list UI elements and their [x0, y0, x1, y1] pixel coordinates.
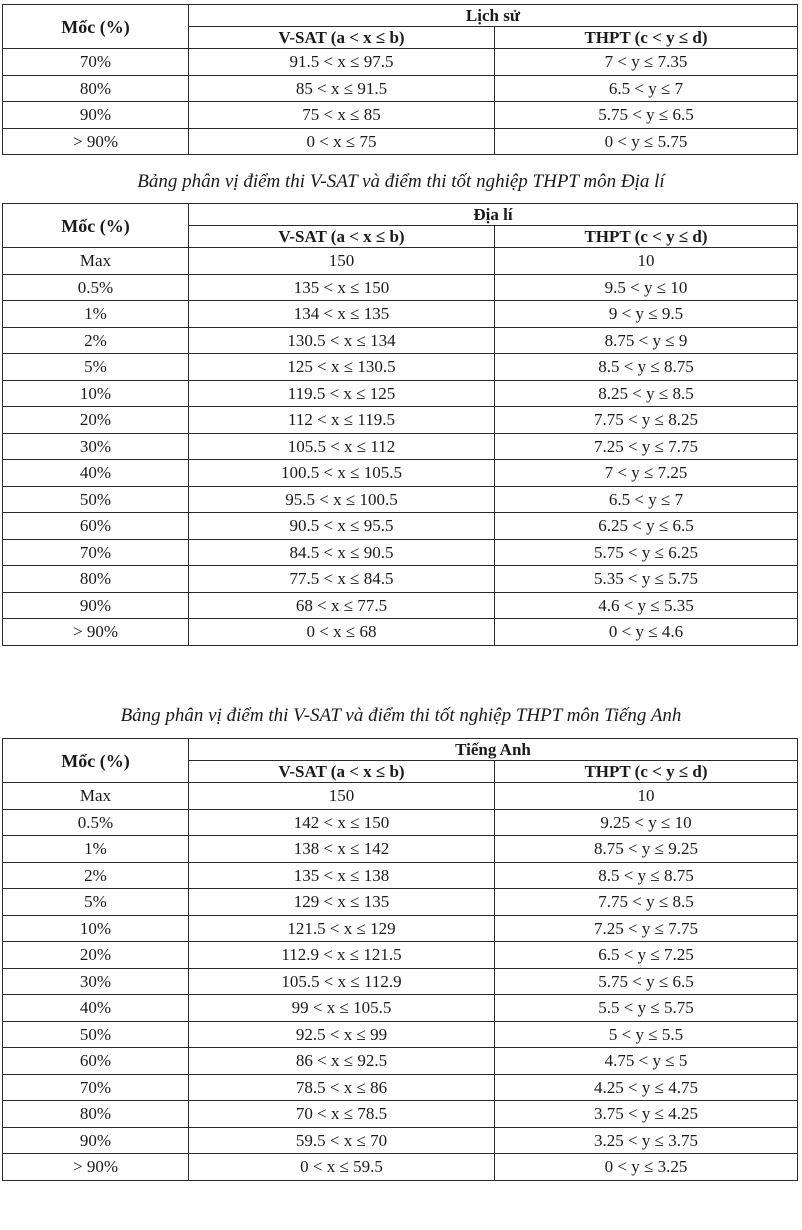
cell-moc: 40% — [3, 460, 189, 487]
cell-thpt: 7.75 < y ≤ 8.5 — [495, 889, 798, 916]
table-row — [3, 49, 798, 76]
cell-moc: 1% — [3, 301, 189, 328]
cell-moc: 30% — [3, 433, 189, 460]
cell-vsat: 134 < x ≤ 135 — [189, 301, 495, 328]
table-row — [3, 327, 798, 354]
cell-moc: 10% — [3, 915, 189, 942]
table-row — [3, 1154, 798, 1181]
cell-thpt: 7.25 < y ≤ 7.75 — [495, 915, 798, 942]
cell-vsat: 0 < x ≤ 59.5 — [189, 1154, 495, 1181]
cell-moc: 70% — [3, 1074, 189, 1101]
cell-vsat: 85 < x ≤ 91.5 — [189, 75, 495, 102]
table-row — [3, 566, 798, 593]
cell-vsat: 135 < x ≤ 150 — [189, 274, 495, 301]
table-row — [3, 619, 798, 646]
cell-vsat: 91.5 < x ≤ 97.5 — [189, 49, 495, 76]
cell-thpt: 5.75 < y ≤ 6.5 — [495, 102, 798, 129]
cell-moc: 70% — [3, 49, 189, 76]
cell-moc: 10% — [3, 380, 189, 407]
table-row — [3, 968, 798, 995]
cell-vsat: 105.5 < x ≤ 112 — [189, 433, 495, 460]
cell-thpt: 7 < y ≤ 7.35 — [495, 49, 798, 76]
table-row — [3, 433, 798, 460]
col-header-thpt: THPT (c < y ≤ d) — [495, 27, 798, 49]
cell-moc: 2% — [3, 862, 189, 889]
cell-thpt: 7 < y ≤ 7.25 — [495, 460, 798, 487]
table-row — [3, 889, 798, 916]
table-body — [3, 204, 798, 646]
cell-moc: Max — [3, 783, 189, 810]
table-row — [3, 1127, 798, 1154]
cell-thpt: 5.35 < y ≤ 5.75 — [495, 566, 798, 593]
col-header-moc: Mốc (%) — [3, 5, 189, 49]
cell-thpt: 4.75 < y ≤ 5 — [495, 1048, 798, 1075]
cell-moc: 40% — [3, 995, 189, 1022]
cell-vsat: 142 < x ≤ 150 — [189, 809, 495, 836]
cell-moc: 80% — [3, 75, 189, 102]
table-row — [3, 75, 798, 102]
cell-vsat: 95.5 < x ≤ 100.5 — [189, 486, 495, 513]
cell-moc: 5% — [3, 889, 189, 916]
col-header-subject: Địa lí — [189, 204, 798, 226]
col-header-vsat: V-SAT (a < x ≤ b) — [189, 761, 495, 783]
table-row — [3, 407, 798, 434]
table-caption-tieng-anh: Bảng phân vị điểm thi V-SAT và điểm thi tốt nghiệp THPT môn Tiếng Anh — [120, 705, 682, 726]
table-row — [3, 942, 798, 969]
cell-vsat: 99 < x ≤ 105.5 — [189, 995, 495, 1022]
cell-vsat: 70 < x ≤ 78.5 — [189, 1101, 495, 1128]
cell-vsat: 100.5 < x ≤ 105.5 — [189, 460, 495, 487]
col-header-subject: Tiếng Anh — [189, 739, 798, 761]
col-header-thpt: THPT (c < y ≤ d) — [495, 761, 798, 783]
cell-vsat: 0 < x ≤ 68 — [189, 619, 495, 646]
table-row — [3, 995, 798, 1022]
cell-vsat: 125 < x ≤ 130.5 — [189, 354, 495, 381]
cell-vsat: 68 < x ≤ 77.5 — [189, 592, 495, 619]
cell-vsat: 119.5 < x ≤ 125 — [189, 380, 495, 407]
cell-thpt: 6.5 < y ≤ 7.25 — [495, 942, 798, 969]
cell-thpt: 0 < y ≤ 4.6 — [495, 619, 798, 646]
cell-vsat: 135 < x ≤ 138 — [189, 862, 495, 889]
cell-thpt: 3.25 < y ≤ 3.75 — [495, 1127, 798, 1154]
cell-vsat: 112 < x ≤ 119.5 — [189, 407, 495, 434]
cell-thpt: 7.25 < y ≤ 7.75 — [495, 433, 798, 460]
table-row — [3, 380, 798, 407]
table-row — [3, 460, 798, 487]
cell-vsat: 112.9 < x ≤ 121.5 — [189, 942, 495, 969]
cell-moc: 20% — [3, 407, 189, 434]
table-body — [3, 739, 798, 1181]
table-header-row — [3, 5, 798, 27]
table-row — [3, 248, 798, 275]
cell-thpt: 4.25 < y ≤ 4.75 — [495, 1074, 798, 1101]
cell-moc: 90% — [3, 1127, 189, 1154]
cell-moc: 30% — [3, 968, 189, 995]
cell-thpt: 5 < y ≤ 5.5 — [495, 1021, 798, 1048]
cell-thpt: 0 < y ≤ 5.75 — [495, 128, 798, 155]
table-row — [3, 1101, 798, 1128]
cell-thpt: 6.5 < y ≤ 7 — [495, 486, 798, 513]
cell-moc: 2% — [3, 327, 189, 354]
table-dia-li-container — [2, 203, 798, 646]
cell-thpt: 8.25 < y ≤ 8.5 — [495, 380, 798, 407]
table-lich-su-container — [2, 4, 798, 155]
table-row — [3, 862, 798, 889]
table-body — [3, 5, 798, 155]
cell-moc: > 90% — [3, 128, 189, 155]
table-row — [3, 809, 798, 836]
table-caption-dia-li: Bảng phân vị điểm thi V-SAT và điểm thi tốt nghiệp THPT môn Địa lí — [137, 171, 665, 192]
table-row — [3, 539, 798, 566]
cell-thpt: 6.25 < y ≤ 6.5 — [495, 513, 798, 540]
cell-moc: 1% — [3, 836, 189, 863]
cell-thpt: 6.5 < y ≤ 7 — [495, 75, 798, 102]
cell-thpt: 5.5 < y ≤ 5.75 — [495, 995, 798, 1022]
cell-thpt: 0 < y ≤ 3.25 — [495, 1154, 798, 1181]
table-row — [3, 102, 798, 129]
cell-moc: 5% — [3, 354, 189, 381]
cell-thpt: 8.5 < y ≤ 8.75 — [495, 862, 798, 889]
cell-thpt: 8.5 < y ≤ 8.75 — [495, 354, 798, 381]
cell-moc: 50% — [3, 1021, 189, 1048]
table-row — [3, 1074, 798, 1101]
table-dia-li — [2, 203, 798, 646]
cell-vsat: 59.5 < x ≤ 70 — [189, 1127, 495, 1154]
cell-moc: 70% — [3, 539, 189, 566]
cell-thpt: 10 — [495, 783, 798, 810]
cell-vsat: 150 — [189, 783, 495, 810]
table-row — [3, 592, 798, 619]
cell-vsat: 92.5 < x ≤ 99 — [189, 1021, 495, 1048]
cell-vsat: 105.5 < x ≤ 112.9 — [189, 968, 495, 995]
cell-moc: 50% — [3, 486, 189, 513]
cell-thpt: 9 < y ≤ 9.5 — [495, 301, 798, 328]
cell-moc: 0.5% — [3, 809, 189, 836]
cell-thpt: 5.75 < y ≤ 6.5 — [495, 968, 798, 995]
cell-vsat: 138 < x ≤ 142 — [189, 836, 495, 863]
cell-moc: 60% — [3, 513, 189, 540]
table-tieng-anh — [2, 738, 798, 1181]
cell-moc: 90% — [3, 592, 189, 619]
cell-vsat: 84.5 < x ≤ 90.5 — [189, 539, 495, 566]
cell-vsat: 77.5 < x ≤ 84.5 — [189, 566, 495, 593]
col-header-thpt: THPT (c < y ≤ d) — [495, 226, 798, 248]
table-row — [3, 301, 798, 328]
cell-vsat: 0 < x ≤ 75 — [189, 128, 495, 155]
col-header-vsat: V-SAT (a < x ≤ b) — [189, 27, 495, 49]
table-row — [3, 513, 798, 540]
table-row — [3, 1021, 798, 1048]
table-row — [3, 783, 798, 810]
table-header-row — [3, 739, 798, 761]
cell-thpt: 8.75 < y ≤ 9.25 — [495, 836, 798, 863]
cell-thpt: 4.6 < y ≤ 5.35 — [495, 592, 798, 619]
cell-vsat: 121.5 < x ≤ 129 — [189, 915, 495, 942]
cell-moc: 20% — [3, 942, 189, 969]
table-row — [3, 915, 798, 942]
table-row — [3, 128, 798, 155]
table-lich-su — [2, 4, 798, 155]
cell-vsat: 130.5 < x ≤ 134 — [189, 327, 495, 354]
cell-vsat: 86 < x ≤ 92.5 — [189, 1048, 495, 1075]
cell-moc: 80% — [3, 1101, 189, 1128]
table-row — [3, 836, 798, 863]
cell-thpt: 8.75 < y ≤ 9 — [495, 327, 798, 354]
cell-moc: 80% — [3, 566, 189, 593]
table-tieng-anh-container — [2, 738, 798, 1181]
cell-vsat: 150 — [189, 248, 495, 275]
cell-vsat: 129 < x ≤ 135 — [189, 889, 495, 916]
table-row — [3, 274, 798, 301]
col-header-vsat: V-SAT (a < x ≤ b) — [189, 226, 495, 248]
col-header-moc: Mốc (%) — [3, 739, 189, 783]
cell-vsat: 78.5 < x ≤ 86 — [189, 1074, 495, 1101]
table-header-row — [3, 204, 798, 226]
table-row — [3, 1048, 798, 1075]
cell-thpt: 9.5 < y ≤ 10 — [495, 274, 798, 301]
cell-moc: 90% — [3, 102, 189, 129]
cell-moc: 60% — [3, 1048, 189, 1075]
cell-moc: > 90% — [3, 619, 189, 646]
cell-vsat: 75 < x ≤ 85 — [189, 102, 495, 129]
col-header-subject: Lịch sử — [189, 5, 798, 27]
cell-moc: Max — [3, 248, 189, 275]
cell-thpt: 7.75 < y ≤ 8.25 — [495, 407, 798, 434]
cell-thpt: 3.75 < y ≤ 4.25 — [495, 1101, 798, 1128]
table-row — [3, 486, 798, 513]
cell-thpt: 10 — [495, 248, 798, 275]
cell-moc: 0.5% — [3, 274, 189, 301]
cell-moc: > 90% — [3, 1154, 189, 1181]
cell-thpt: 5.75 < y ≤ 6.25 — [495, 539, 798, 566]
cell-vsat: 90.5 < x ≤ 95.5 — [189, 513, 495, 540]
col-header-moc: Mốc (%) — [3, 204, 189, 248]
cell-thpt: 9.25 < y ≤ 10 — [495, 809, 798, 836]
table-row — [3, 354, 798, 381]
